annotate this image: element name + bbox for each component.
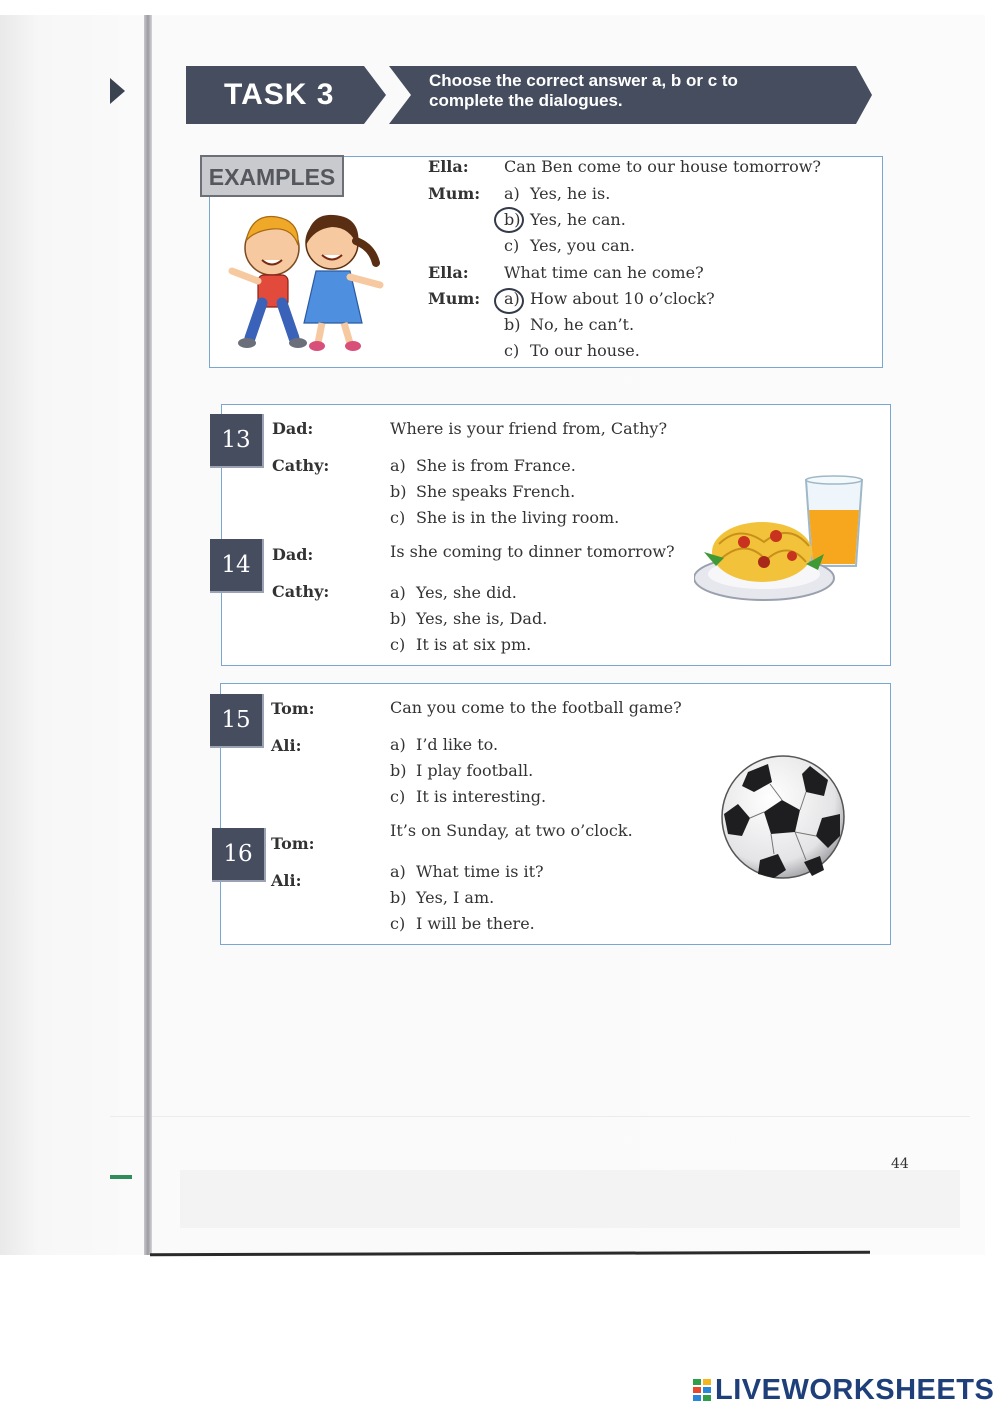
liveworksheets-logo-icon <box>693 1379 711 1401</box>
option-text: Yes, you can. <box>530 236 635 255</box>
answer-circle <box>494 207 524 233</box>
option-letter: c) <box>504 341 520 360</box>
question-16-option-a[interactable] <box>390 862 544 881</box>
question-13-prompt: Where is your friend from, Cathy? <box>390 419 668 438</box>
example-speaker-3: Ella: <box>428 263 469 282</box>
task-label: TASK 3 <box>224 78 335 111</box>
question-13-speaker-1: Dad: <box>272 419 314 438</box>
option-text: Yes, she is, Dad. <box>416 609 548 628</box>
option-letter: c) <box>390 914 406 933</box>
kids-illustration <box>222 203 387 358</box>
spaghetti-and-juice-illustration <box>694 474 868 604</box>
task-instruction-line-1: Choose the correct answer a, b or c to <box>429 71 738 90</box>
example-option <box>504 289 715 308</box>
option-letter: b) <box>504 315 521 334</box>
option-text: It is interesting. <box>416 787 547 806</box>
question-16-speaker-1: Tom: <box>271 834 315 853</box>
example-option <box>504 236 635 255</box>
option-text: No, he can’t. <box>530 315 635 334</box>
example-prompt-1: Can Ben come to our house tomorrow? <box>504 157 822 176</box>
question-15-option-c[interactable] <box>390 787 546 806</box>
option-letter: b) <box>504 210 521 229</box>
question-number-14: 14 <box>210 539 264 593</box>
question-number-13: 13 <box>210 414 264 468</box>
example-speaker-1: Ella: <box>428 157 469 176</box>
page-faint-footer-area <box>180 1170 960 1228</box>
option-text: It is at six pm. <box>416 635 532 654</box>
example-option <box>504 315 634 334</box>
page-number: 44 <box>891 1156 909 1172</box>
soccer-ball-icon <box>720 752 846 882</box>
question-15-speaker-2: Ali: <box>271 736 302 755</box>
task-instruction-line-2: complete the dialogues. <box>429 91 623 110</box>
example-option <box>504 341 640 360</box>
question-14-speaker-1: Dad: <box>272 545 314 564</box>
option-text: She is in the living room. <box>416 508 620 527</box>
option-text: Yes, I am. <box>416 888 495 907</box>
question-15-option-b[interactable] <box>390 761 533 780</box>
option-letter: b) <box>390 888 407 907</box>
option-text: Yes, she did. <box>416 583 517 602</box>
question-13-option-b[interactable] <box>390 482 575 501</box>
question-16-speaker-2: Ali: <box>271 871 302 890</box>
question-13-speaker-2: Cathy: <box>272 456 330 475</box>
question-16-option-b[interactable] <box>390 888 494 907</box>
answer-circle <box>494 288 524 314</box>
option-letter: b) <box>390 609 407 628</box>
question-16-prompt: It’s on Sunday, at two o’clock. <box>390 821 633 840</box>
question-14-option-a[interactable] <box>390 583 517 602</box>
question-14-option-b[interactable] <box>390 609 547 628</box>
page-faint-line <box>110 1116 970 1117</box>
question-14-speaker-2: Cathy: <box>272 582 330 601</box>
example-speaker-2: Mum: <box>428 184 481 203</box>
option-letter: c) <box>390 787 406 806</box>
option-text: She is from France. <box>416 456 576 475</box>
green-margin-mark <box>110 1175 132 1179</box>
option-letter: a) <box>504 184 520 203</box>
option-letter: c) <box>390 635 406 654</box>
question-16-option-c[interactable] <box>390 914 535 933</box>
option-letter: c) <box>504 236 520 255</box>
option-text: I play football. <box>416 761 534 780</box>
task-instruction <box>429 71 829 111</box>
book-spine <box>144 15 152 1255</box>
play-arrow-icon <box>110 78 125 104</box>
option-text: I will be there. <box>416 914 535 933</box>
option-letter: a) <box>504 289 520 308</box>
example-speaker-4: Mum: <box>428 289 481 308</box>
question-number-15: 15 <box>210 694 264 748</box>
option-text: To our house. <box>530 341 640 360</box>
question-14-prompt: Is she coming to dinner tomorrow? <box>390 542 675 561</box>
option-letter: a) <box>390 583 406 602</box>
question-number-16: 16 <box>212 828 266 882</box>
option-text: She speaks French. <box>416 482 576 501</box>
option-letter: c) <box>390 508 406 527</box>
option-text: Yes, he can. <box>530 210 626 229</box>
option-letter: a) <box>390 456 406 475</box>
option-text: I’d like to. <box>416 735 499 754</box>
question-13-option-c[interactable] <box>390 508 619 527</box>
question-13-option-a[interactable] <box>390 456 576 475</box>
example-option <box>504 184 610 203</box>
question-15-prompt: Can you come to the football game? <box>390 698 682 717</box>
option-letter: a) <box>390 862 406 881</box>
task-banner <box>186 66 876 124</box>
liveworksheets-wordmark: LIVEWORKSHEETS <box>715 1374 995 1406</box>
question-14-option-c[interactable] <box>390 635 531 654</box>
question-15-option-a[interactable] <box>390 735 498 754</box>
option-letter: b) <box>390 761 407 780</box>
option-text: Yes, he is. <box>530 184 611 203</box>
option-letter: a) <box>390 735 406 754</box>
examples-tag: EXAMPLES <box>200 155 344 197</box>
option-letter: b) <box>390 482 407 501</box>
option-text: What time is it? <box>416 862 544 881</box>
question-15-speaker-1: Tom: <box>271 699 315 718</box>
option-text: How about 10 o’clock? <box>530 289 715 308</box>
example-prompt-2: What time can he come? <box>504 263 704 282</box>
